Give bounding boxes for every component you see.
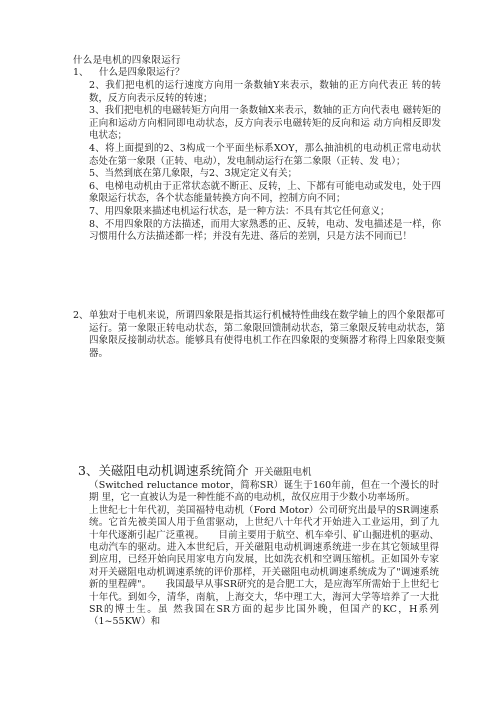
section-heading xyxy=(78,460,311,479)
section-paragraph: （Switched reluctance motor，简称SR）诞生于160年前，但在一个漫长的时期 里，它一直被认为是一种性能不高的电动机，故仅应用于少数小功率场所。 xyxy=(89,480,439,504)
document-title: 什么是电机的四象限运行 xyxy=(73,55,181,66)
question-1-text: 什么是四象限运行？ xyxy=(99,67,185,78)
section-paragraph: 上世纪七十年代初，美国福特电动机（Ford Motor）公司研究出最早的SR调速系统。它首先被美国人用于鱼雷驱动，上世纪八十年代才开始进入工业运用，到了九十年代逐渐引起广泛重视。 目前主要用于航空、机车牵引、矿山掘进机的驱动、电动汽车的驱动。进入本世纪后，开关磁阻电动机调速系统进一步在其它领域里得到应用，已经开始向民用家电方向发展，比如洗衣机和空调压缩机。正如国外专家对开关磁阻电动机调速系统的评价那样，开关磁阻电动机调速系统成为了"调速系统新的里程碑"。 我国最早从事SR研究的是合肥工大，是应海军所需始于上世纪七十年代。到如今，清华，南航，上海交大，华中理工大，海河大学等培养了一大批SR的博士生。虽 然我国在SR方面的起步比国外晚，但国产的KC，H系列（1~55KW）和 xyxy=(89,504,439,628)
question-2-text: 单独对于电机来说，所谓四象限是指其运行机械特性曲线在数学轴上的四个象限都可运行。第一象限正转电动状态，第二象限回馈制动状态，第三象限反转电动状态，第四象限反接制动状态。能够具有使得电机工作在四象限的变频器才称得上四象限变频器。 xyxy=(89,310,445,359)
section-title: 3、关磁阻电动机调速系统简介 xyxy=(78,463,249,478)
list-item: 6、电梯电动机由于正常状态就不断正、反转，上、下都有可能电动或发电，处于四象限运行状态，各个状态能量转换方向不同，控制方向不同； xyxy=(89,180,441,205)
list-item: 3、我们把电机的电磁转矩方向用一条数轴X来表示，数轴的正方向代表电 磁转矩的正向和运动方向相同即电动状态，反方向表示电磁转矩的反向和运 动方向相反即发电状态； xyxy=(89,105,441,142)
list-item: 5、当然到底在第几象限，与2、3规定定义有关； xyxy=(89,168,298,180)
section-subtitle: 开关磁阻电机 xyxy=(254,467,312,478)
question-1-number: 1、 xyxy=(73,67,89,78)
question-1 xyxy=(73,67,445,80)
question-2 xyxy=(73,310,445,360)
list-item: 4、将上面提到的2、3构成一个平面坐标系XOY，那么抽油机的电动机正常电动状态处在第一象限（正转、电动），发电制动运行在第二象限（正转、发 电）； xyxy=(89,142,441,167)
question-2-number: 2、 xyxy=(73,310,89,321)
answer-list xyxy=(89,80,441,244)
section-body xyxy=(89,480,439,629)
list-item: 2、我们把电机的运行速度方向用一条数轴Y来表示，数轴的正方向代表正 转的转数，反方向表示反转的转速； xyxy=(89,80,441,104)
list-item: 8、不用四象限的方法描述，而用大家熟悉的正、反转，电动、发电描述是一样，你习惯用什么方法描述都一样；并没有先进、落后的差别，只是方法不同而已！ xyxy=(89,218,441,243)
list-item: 7、用四象限来描述电机运行状态，是一种方法：不具有其它任何意义； xyxy=(89,205,390,217)
